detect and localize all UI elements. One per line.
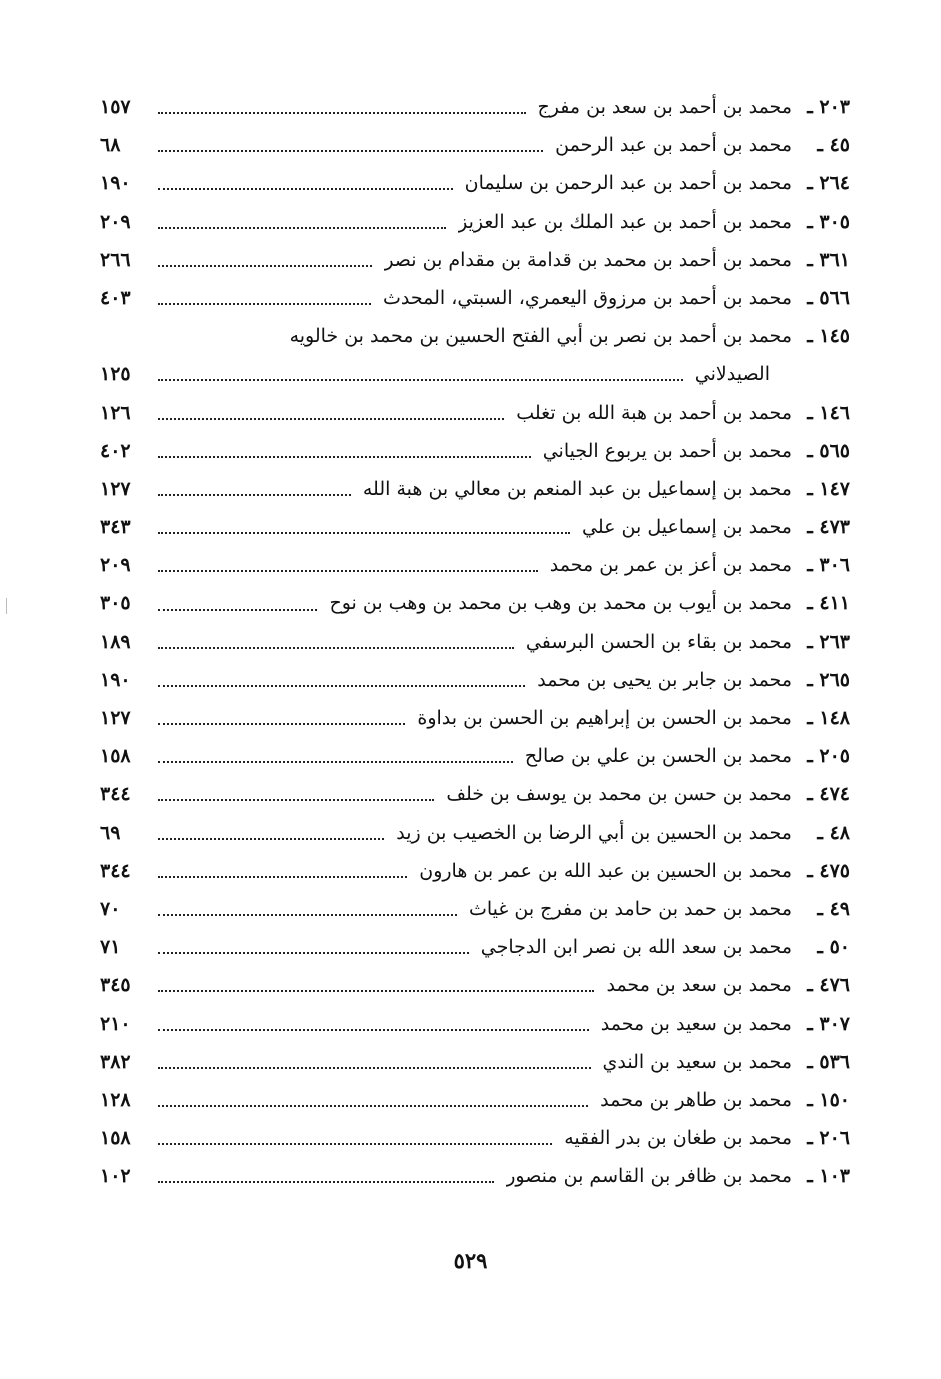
index-entry: [100, 814, 850, 852]
entry-number: ٥٦٦ ـ: [807, 286, 850, 309]
dot-leader: [158, 914, 457, 916]
index-entry: [100, 1043, 850, 1081]
dot-leader: [158, 990, 594, 992]
index-entry: [100, 394, 850, 432]
entry-number: ١٤٨ ـ: [807, 707, 850, 729]
index-entry: [100, 584, 850, 622]
entry-page-ref: ٤٠٢: [100, 439, 131, 462]
entry-number: ١٠٣ ـ: [807, 1165, 850, 1188]
index-entry: [100, 203, 850, 241]
index-entry: [100, 1157, 850, 1195]
index-entry-continuation: [100, 355, 850, 393]
index-entry: [100, 279, 850, 317]
dot-leader: [158, 838, 384, 840]
index-entry: [100, 1119, 850, 1157]
index-entry: [100, 737, 850, 775]
index-entry: [100, 546, 850, 584]
entry-number: ٣٠٧ ـ: [807, 1012, 850, 1035]
entry-number: ٢٦٥ ـ: [807, 668, 850, 691]
entry-page-ref: ٦٩: [100, 821, 121, 844]
entry-name: محمد بن طاهر بن محمد: [600, 1088, 792, 1111]
entry-number: ٢٦٣ ـ: [807, 630, 850, 653]
entry-name: محمد بن أحمد بن مرزوق اليعمري، السبتي، المحدث: [383, 286, 792, 309]
entry-number: ١٤٥ ـ: [807, 325, 850, 348]
entry-name: محمد بن بقاء بن الحسن البرسفي: [525, 630, 792, 653]
entry-page-ref: ٣٨٢: [100, 1050, 131, 1073]
index-list: [100, 88, 850, 1195]
entry-number: ٤٧٥ ـ: [807, 859, 850, 882]
page-number: ٥٢٩: [453, 1248, 488, 1273]
entry-page-ref: ١٢٧: [100, 707, 131, 729]
entry-page-ref: ٢٠٩: [100, 554, 131, 577]
entry-page-ref: ٢٠٩: [100, 210, 131, 233]
entry-number: ٤٥ ـ: [817, 134, 850, 157]
index-entry: [100, 88, 850, 126]
dot-leader: [158, 876, 407, 878]
entry-name: محمد بن أحمد بن نصر بن أبي الفتح الحسين بن محمد بن خالويه: [289, 325, 792, 348]
entry-name: محمد بن سعد بن محمد: [606, 974, 792, 997]
entry-number: ٤٧٣ ـ: [807, 516, 850, 539]
dot-leader: [158, 1029, 589, 1031]
index-entry: [100, 623, 850, 661]
index-entry: [100, 928, 850, 966]
entry-name: محمد بن الحسن بن علي بن صالح: [524, 745, 792, 768]
entry-number: ٤٨ ـ: [817, 821, 850, 844]
entry-number: ١٥٠ ـ: [807, 1088, 850, 1111]
entry-number: ٤٧٤ ـ: [807, 783, 850, 806]
dot-leader: [158, 1105, 588, 1107]
entry-page-ref: ١٢٦: [100, 401, 131, 424]
dot-leader: [158, 1143, 552, 1145]
entry-name: محمد بن الحسين بن عبد الله بن عمر بن هارون: [419, 859, 792, 882]
entry-page-ref: ١٩٠: [100, 668, 131, 691]
dot-leader: [158, 227, 446, 229]
dot-leader: [158, 303, 371, 305]
index-entry: [100, 126, 850, 164]
dot-leader: [158, 799, 434, 801]
index-entry: [100, 775, 850, 813]
entry-name: محمد بن أحمد بن سعد بن مفرج: [537, 96, 792, 118]
entry-name: محمد بن سعيد بن الندي: [602, 1050, 792, 1073]
entry-page-ref: ١٢٧: [100, 477, 131, 500]
index-entry: [100, 852, 850, 890]
entry-name: محمد بن أحمد بن عبد الرحمن بن سليمان: [464, 172, 792, 195]
dot-leader: [158, 418, 504, 420]
entry-page-ref: ٧٠: [100, 897, 121, 920]
dot-leader: [158, 1067, 591, 1069]
dot-leader: [158, 609, 317, 611]
entry-number: ٤١١ ـ: [807, 592, 850, 615]
entry-page-ref: ٢١٠: [100, 1012, 131, 1035]
entry-name: محمد بن أحمد بن عبد الملك بن عبد العزيز: [458, 210, 792, 233]
dot-leader: [158, 570, 538, 572]
index-entry: [100, 966, 850, 1004]
entry-name: محمد بن إسماعيل بن علي: [582, 516, 792, 539]
entry-name: محمد بن طغان بن بدر الفقيه: [564, 1127, 792, 1150]
entry-number: ٢٠٦ ـ: [807, 1127, 850, 1150]
index-entry: [100, 699, 850, 737]
entry-number: ٥٣٦ ـ: [807, 1050, 850, 1073]
entry-name: محمد بن أحمد بن محمد بن قدامة بن مقدام بن نصر: [384, 248, 792, 271]
entry-name: محمد بن أعز بن عمر بن محمد: [549, 554, 792, 577]
index-entry: [100, 241, 850, 279]
entry-page-ref: ١٥٨: [100, 1127, 131, 1150]
entry-number: ٢٠٥ ـ: [807, 745, 850, 768]
dot-leader: [158, 379, 683, 381]
index-entry: [100, 1005, 850, 1043]
entry-page-ref: ٣٤٤: [100, 859, 131, 882]
dot-leader: [158, 188, 453, 190]
entry-page-ref: ٣٤٤: [100, 783, 131, 806]
entry-name: محمد بن أيوب بن محمد بن وهب بن محمد بن وهب بن نوح: [329, 592, 792, 615]
entry-page-ref: ٣٤٣: [100, 516, 131, 539]
entry-page-ref: ٢٦٦: [100, 248, 131, 271]
entry-name: محمد بن أحمد بن عبد الرحمن: [555, 134, 792, 157]
entry-number: ٣٠٥ ـ: [807, 210, 850, 233]
entry-page-ref: ١٢٨: [100, 1088, 131, 1111]
dot-leader: [158, 723, 405, 725]
entry-page-ref: ١٥٧: [100, 96, 131, 118]
entry-name: محمد بن حمد بن حامد بن مفرج بن غياث: [469, 897, 792, 920]
dot-leader: [158, 532, 570, 534]
entry-page-ref: ٣٤٥: [100, 974, 131, 997]
dot-leader: [158, 952, 469, 954]
entry-page-ref: ٧١: [100, 936, 121, 959]
entry-name: محمد بن أحمد بن هبة الله بن تغلب: [516, 401, 792, 424]
dot-leader: [158, 1181, 494, 1183]
entry-name: محمد بن سعد الله بن نصر ابن الدجاجي: [480, 936, 792, 959]
entry-name: محمد بن حسن بن محمد بن يوسف بن خلف: [446, 783, 792, 806]
entry-number: ٥٠ ـ: [817, 936, 850, 959]
entry-page-ref: ١٥٨: [100, 745, 131, 768]
entry-name: محمد بن أحمد بن يربوع الجياني: [542, 439, 792, 462]
entry-number: ٣٠٦ ـ: [807, 554, 850, 577]
entry-number: ١٤٧ ـ: [807, 477, 850, 500]
index-entry: [100, 890, 850, 928]
entry-number: ١٤٦ ـ: [807, 401, 850, 424]
entry-page-ref: ٣٠٥: [100, 592, 131, 615]
entry-page-ref: ٦٨: [100, 134, 121, 157]
index-entry: [100, 661, 850, 699]
entry-number: ٤٩ ـ: [817, 897, 850, 920]
dot-leader: [158, 112, 526, 114]
entry-name: محمد بن الحسين بن أبي الرضا بن الخصيب بن زيد: [396, 821, 792, 844]
entry-number: ٢٦٤ ـ: [807, 172, 850, 195]
dot-leader: [158, 150, 543, 152]
dot-leader: [158, 456, 531, 458]
index-entry: [100, 432, 850, 470]
margin-mark: [6, 598, 7, 614]
index-entry: [100, 1081, 850, 1119]
dot-leader: [158, 647, 514, 649]
dot-leader: [158, 494, 351, 496]
entry-page-ref: ١٨٩: [100, 630, 131, 653]
entry-number: ٥٦٥ ـ: [807, 439, 850, 462]
entry-number: ٣٦١ ـ: [807, 248, 850, 271]
entry-number: ٢٠٣ ـ: [807, 96, 850, 118]
index-entry: [100, 470, 850, 508]
index-entry: [100, 317, 850, 355]
entry-name: محمد بن سعيد بن محمد: [600, 1012, 792, 1035]
dot-leader: [158, 265, 372, 267]
entry-name-continuation: الصيدلاني: [694, 363, 770, 386]
entry-name: محمد بن إسماعيل بن عبد المنعم بن معالي بن هبة الله: [362, 477, 792, 500]
entry-name: محمد بن الحسن بن إبراهيم بن الحسن بن بداوة: [417, 707, 792, 729]
dot-leader: [158, 685, 525, 687]
entry-name: محمد بن جابر بن يحيى بن محمد: [537, 668, 792, 691]
entry-page-ref: ١٠٢: [100, 1165, 131, 1188]
entry-number: ٤٧٦ ـ: [807, 974, 850, 997]
entry-name: محمد بن ظافر بن القاسم بن منصور: [506, 1165, 792, 1188]
entry-page-ref: ١٢٥: [100, 363, 131, 386]
entry-page-ref: ١٩٠: [100, 172, 131, 195]
index-entry: [100, 508, 850, 546]
entry-page-ref: ٤٠٣: [100, 286, 131, 309]
dot-leader: [158, 761, 513, 763]
index-entry: [100, 164, 850, 202]
